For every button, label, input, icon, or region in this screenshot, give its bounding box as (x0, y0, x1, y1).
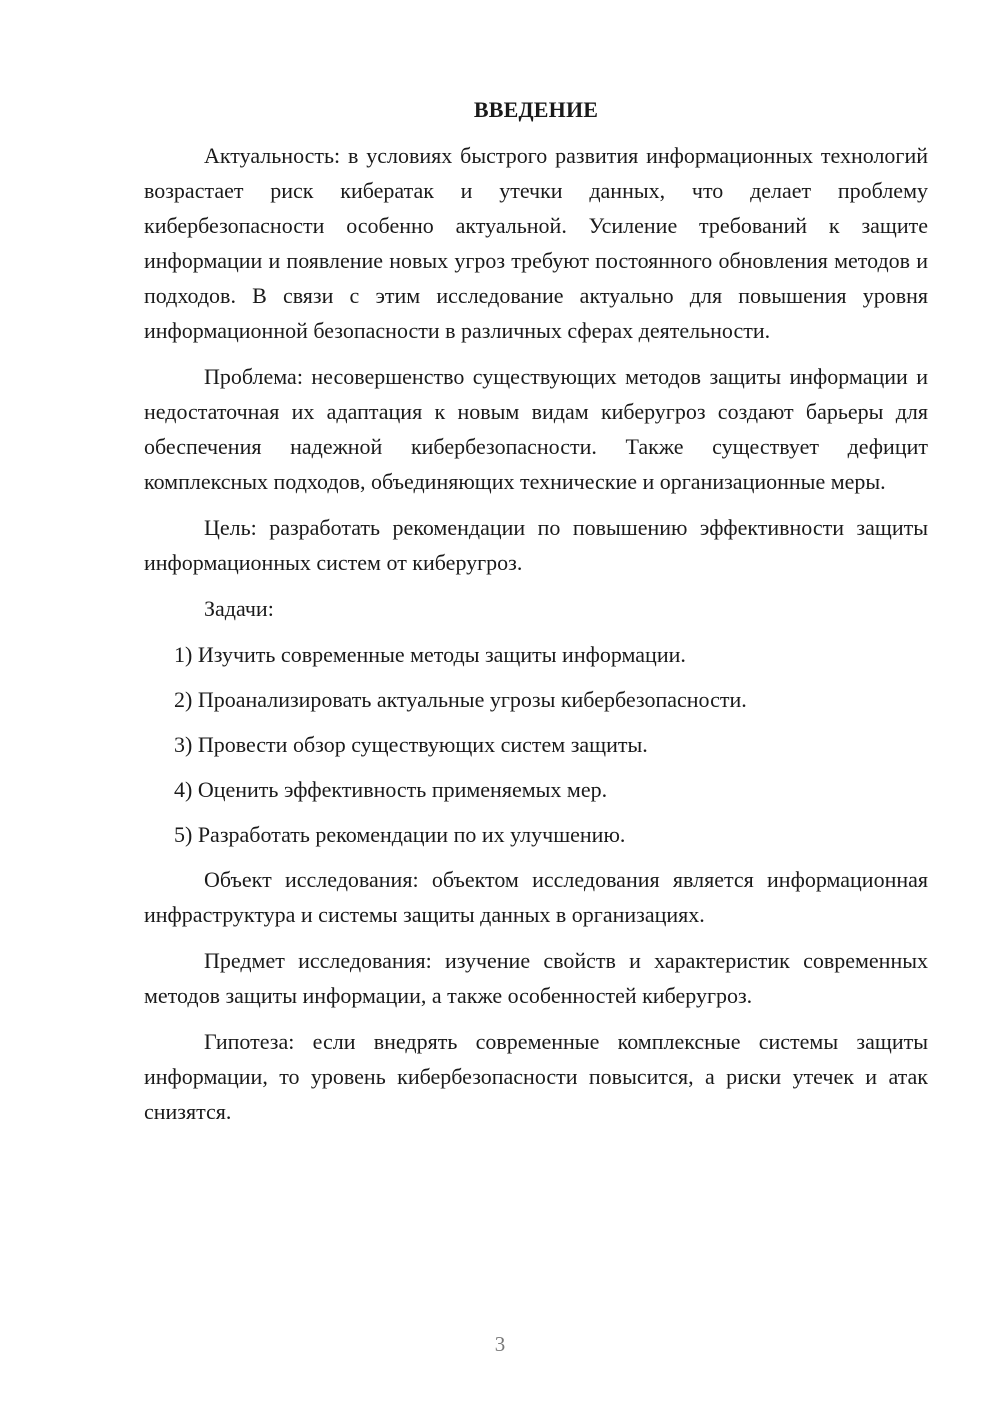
task-list (144, 637, 928, 852)
list-item: 1) Изучить современные методы защиты информации. (174, 642, 686, 667)
paragraph-subject: Предмет исследования: изучение свойств и характеристик современных методов защиты информации, а также особенностей киберугроз. (144, 948, 928, 1008)
list-item: 3) Провести обзор существующих систем защиты. (174, 732, 648, 757)
page-number: 3 (494, 1332, 506, 1356)
paragraph-object: Объект исследования: объектом исследования является информационная инфраструктура и системы защиты данных в организациях. (144, 867, 928, 927)
tasks-heading: Задачи: (204, 596, 274, 621)
list-item: 2) Проанализировать актуальные угрозы кибербезопасности. (174, 687, 747, 712)
paragraph-goal: Цель: разработать рекомендации по повышению эффективности защиты информационных систем от киберугроз. (144, 515, 928, 575)
list-item: 4) Оценить эффективность применяемых мер. (174, 777, 608, 802)
paragraph-problem: Проблема: несовершенство существующих методов защиты информации и недостаточная их адаптация к новым видам киберугроз создают барьеры для обеспечения надежной кибербезопасности. Также существует дефицит комплексных подходов, объединяющих технические и организационные меры. (144, 364, 928, 494)
page-title: ВВЕДЕНИЕ (473, 97, 599, 122)
list-item: 5) Разработать рекомендации по их улучшению. (174, 822, 626, 847)
paragraph-relevance: Актуальность: в условиях быстрого развития информационных технологий возрастает риск кибератак и утечки данных, что делает проблему кибербезопасности особенно актуальной. Усиление требований к защите информации и появление новых угроз требуют постоянного обновления методов и подходов. В связи с этим исследование актуально для повышения уровня информационной безопасности в различных сферах деятельности. (144, 143, 928, 343)
paragraph-hypothesis: Гипотеза: если внедрять современные комплексные системы защиты информации, то уровень кибербезопасности повысится, а риски утечек и атак снизятся. (144, 1029, 928, 1124)
document-page (144, 94, 928, 1140)
